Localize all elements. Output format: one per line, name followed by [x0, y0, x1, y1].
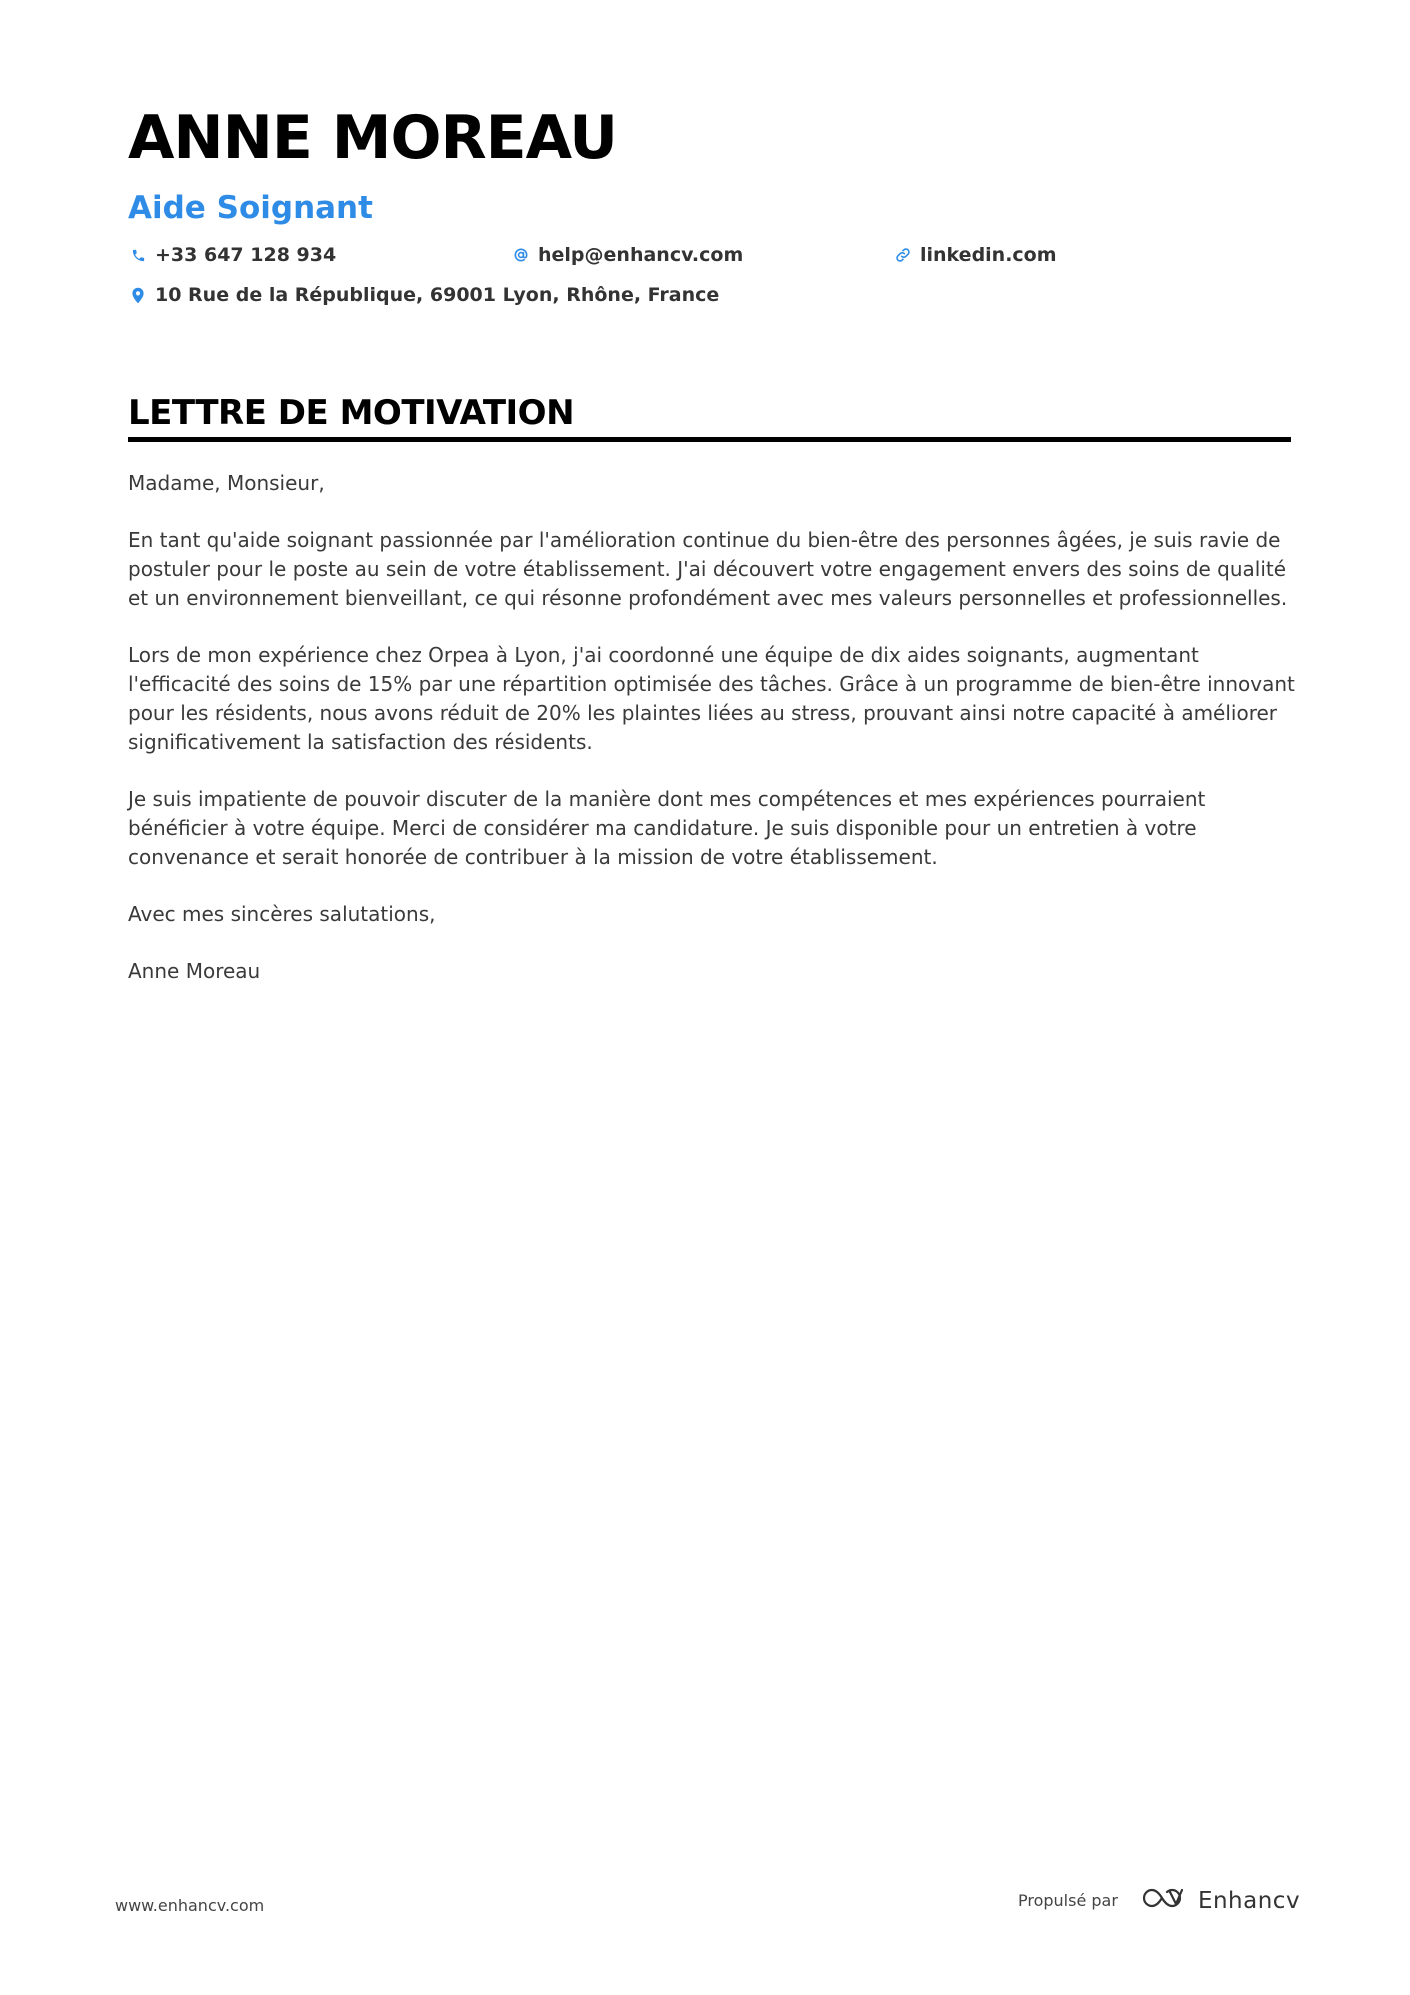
brand-name: Enhancv	[1197, 1887, 1301, 1914]
contact-linkedin[interactable]	[894, 244, 1057, 266]
footer-website[interactable]: www.enhancv.com	[115, 1896, 265, 1915]
letter-signature: Anne Moreau	[128, 959, 261, 983]
contact-phone	[129, 244, 336, 266]
letter-greeting: Madame, Monsieur,	[128, 471, 325, 495]
powered-by-label: Propulsé par	[1018, 1891, 1118, 1910]
letter-paragraph: Lors de mon expérience chez Orpea à Lyon, j'ai coordonné une équipe de dix aides soignants, augmentant l'efficacité des soins de 15% par une répartition optimisée des tâches. Grâce à un programme de bien-être innovant pour les résidents, nous avons réduit de 20% les plaintes liées au stress, prouvant ainsi notre capacité à améliorer significativement la satisfaction des résidents.	[128, 643, 1295, 754]
section-title: LETTRE DE MOTIVATION	[128, 393, 575, 433]
footer-branding	[1018, 1886, 1300, 1915]
job-title: Aide Soignant	[128, 190, 373, 226]
phone-icon	[129, 246, 147, 264]
location-pin-icon	[129, 286, 147, 304]
at-icon	[512, 246, 530, 264]
letter-body	[128, 469, 1298, 1014]
contact-address	[129, 284, 719, 306]
letter-paragraph: En tant qu'aide soignant passionnée par l'amélioration continue du bien-être des personnes âgées, je suis ravie de postuler pour le poste au sein de votre établissement. J'ai découvert votre engagement envers des soins de qualité et un environnement bienveillant, ce qui résonne profondément avec mes valeurs personnelles et professionnelles.	[128, 528, 1288, 610]
email-address[interactable]: help@enhancv.com	[538, 244, 744, 266]
brand-logo[interactable]	[1140, 1886, 1300, 1915]
phone-number: +33 647 128 934	[155, 244, 337, 266]
link-icon	[894, 246, 912, 264]
enhancv-logo-icon	[1140, 1886, 1186, 1915]
contact-email[interactable]	[512, 244, 743, 266]
section-divider	[128, 437, 1291, 442]
letter-paragraph: Je suis impatiente de pouvoir discuter de la manière dont mes compétences et mes expériences pourraient bénéficier à votre équipe. Merci de considérer ma candidature. Je suis disponible pour un entretien à votre convenance et serait honorée de contribuer à la mission de votre établissement.	[128, 787, 1206, 869]
letter-closing: Avec mes sincères salutations,	[128, 902, 436, 926]
linkedin-url[interactable]: linkedin.com	[920, 244, 1057, 266]
candidate-name: ANNE MOREAU	[128, 103, 617, 173]
postal-address: 10 Rue de la République, 69001 Lyon, Rhône, France	[155, 284, 720, 306]
